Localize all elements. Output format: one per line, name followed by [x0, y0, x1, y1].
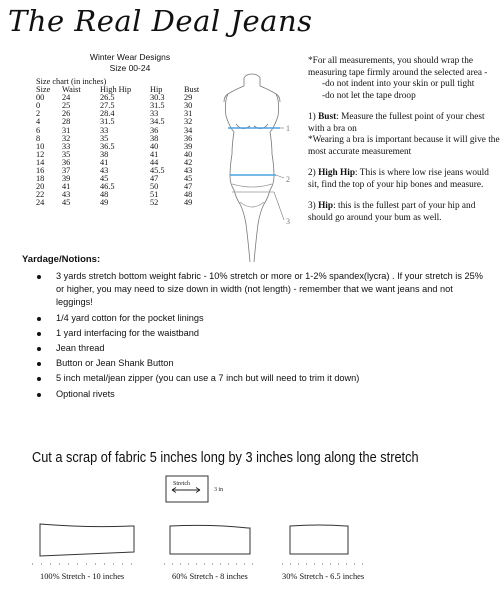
stretch-100-label: 100% Stretch - 10 inches	[40, 572, 125, 581]
table-cell: 31	[184, 109, 193, 119]
size-chart-table	[36, 86, 204, 207]
list-item: 3 yards stretch bottom weight fabric - 10% stretch or more or 1-2% spandex(lycra) . If your stretch is 25% or higher, you may need to size down in width (not length) - remember that we want jeans and not leggings!	[36, 270, 488, 310]
measure-intro: *For all measurements, you should wrap the measuring tape firmly around the selected area -	[308, 56, 488, 78]
table-cell: 52	[150, 198, 159, 208]
table-cell: 2	[36, 109, 41, 119]
table-cell: 26.5	[100, 93, 115, 103]
table-cell: 36.5	[100, 141, 115, 151]
table-cell: 39	[184, 141, 193, 151]
bust-number: 1)	[308, 112, 316, 122]
size-chart-column-header: Waist	[62, 85, 81, 95]
table-cell: 24	[62, 93, 71, 103]
table-cell: 41	[62, 182, 71, 192]
table-cell: 22	[36, 190, 45, 200]
table-cell: 30.3	[150, 93, 165, 103]
table-cell: 45	[100, 174, 109, 184]
marker-1: 1	[286, 124, 290, 133]
table-cell: 26	[62, 109, 71, 119]
table-cell: 45	[62, 198, 71, 208]
size-chart	[36, 78, 204, 208]
table-cell: 30	[184, 101, 193, 111]
table-cell: 31.5	[150, 101, 165, 111]
list-item: Button or Jean Shank Button	[36, 357, 488, 370]
list-item: 5 inch metal/jean zipper (you can use a 7 inch but will need to trim it down)	[36, 372, 488, 385]
table-cell: 43	[62, 190, 71, 200]
table-cell: 38	[150, 133, 159, 143]
stretch-100-figure	[30, 520, 140, 568]
list-item: 1/4 yard cotton for the pocket linings	[36, 312, 488, 325]
table-cell: 29	[184, 93, 193, 103]
bust-text: : Measure the fullest point of your chest with a bra on	[308, 112, 485, 134]
list-item: Optional rivets	[36, 388, 488, 401]
bust-term: Bust	[318, 112, 337, 122]
stretch-60-label: 60% Stretch - 8 inches	[172, 572, 248, 581]
table-cell: 34	[184, 125, 193, 135]
measure-intro-b: -do not let the tape droop	[322, 90, 416, 101]
list-item: Jean thread	[36, 342, 488, 355]
table-cell: 4	[36, 117, 41, 127]
table-row	[36, 199, 204, 207]
table-cell: 14	[36, 157, 45, 167]
subtitle-brand: Winter Wear Designs	[89, 52, 171, 62]
table-cell: 16	[36, 166, 45, 176]
yardage-list	[36, 270, 488, 403]
high-hip-text: : This is where low rise jeans would sit, find the top of your hip bones and measure.	[308, 168, 489, 190]
measurement-notes	[308, 56, 502, 224]
table-cell: 34.5	[150, 117, 165, 127]
table-cell: 36	[62, 157, 71, 167]
table-cell: 6	[36, 125, 41, 135]
table-cell: 40	[184, 149, 193, 159]
table-cell: 43	[184, 166, 193, 176]
high-hip-term: High Hip	[318, 168, 356, 178]
table-cell: 28	[62, 117, 71, 127]
table-cell: 48	[184, 190, 193, 200]
table-cell: 24	[36, 198, 45, 208]
table-cell: 33	[150, 109, 159, 119]
table-cell: 45	[184, 174, 193, 184]
table-cell: 00	[36, 93, 45, 103]
size-chart-column-header: Hip	[150, 85, 163, 95]
table-cell: 35	[62, 149, 71, 159]
table-cell: 40	[150, 141, 159, 151]
table-cell: 47	[184, 182, 193, 192]
scrap-height-label: 3 in	[214, 487, 224, 493]
table-cell: 27.5	[100, 101, 115, 111]
table-cell: 8	[36, 133, 41, 143]
hip-text: : this is the fullest part of your hip and should go around your bum as well.	[308, 201, 476, 223]
table-cell: 37	[62, 166, 71, 176]
table-cell: 43	[100, 166, 109, 176]
size-chart-column-header: Size	[36, 85, 51, 95]
table-cell: 33	[100, 125, 109, 135]
table-cell: 35	[100, 133, 109, 143]
table-cell: 45.5	[150, 166, 165, 176]
table-cell: 38	[100, 149, 109, 159]
hip-term: Hip	[318, 201, 334, 211]
table-cell: 41	[150, 149, 159, 159]
table-cell: 33	[62, 141, 71, 151]
hip-number: 3)	[308, 201, 316, 211]
table-cell: 31	[62, 125, 71, 135]
table-cell: 39	[62, 174, 71, 184]
size-chart-caption: Size chart (in inches)	[36, 77, 107, 86]
table-cell: 50	[150, 182, 159, 192]
stretch-test-heading: Cut a scrap of fabric 5 inches long by 3 inches long along the stretch	[32, 450, 419, 466]
table-cell: 36	[150, 125, 159, 135]
yardage-heading: Yardage/Notions:	[22, 254, 101, 265]
page-title: The Real Deal Jeans	[8, 4, 313, 38]
bust-instruction	[308, 112, 502, 135]
size-chart-column-header: High Hip	[100, 85, 132, 95]
table-cell: 10	[36, 141, 45, 151]
table-cell: 48	[100, 190, 109, 200]
table-cell: 49	[184, 198, 193, 208]
table-cell: 25	[62, 101, 71, 111]
stretch-60-figure	[162, 520, 258, 568]
table-cell: 41	[100, 157, 109, 167]
table-cell: 49	[100, 198, 109, 208]
marker-3: 3	[286, 217, 290, 226]
table-cell: 0	[36, 101, 41, 111]
high-hip-number: 2)	[308, 168, 316, 178]
table-cell: 20	[36, 182, 45, 192]
measure-intro-a: -do not indent into your skin or pull tight	[322, 79, 475, 89]
size-chart-column-header: Bust	[184, 85, 200, 95]
stretch-30-figure	[280, 520, 370, 568]
fabric-scrap	[166, 476, 208, 502]
bust-note: *Wearing a bra is important because it will give the most accurate measurement	[308, 135, 500, 157]
table-cell: 44	[150, 157, 159, 167]
table-cell: 36	[184, 133, 193, 143]
scrap-stretch-label: Stretch	[173, 481, 190, 487]
table-cell: 31.5	[100, 117, 115, 127]
list-item: 1 yard interfacing for the waistband	[36, 327, 488, 340]
hip-instruction	[308, 201, 502, 224]
marker-2: 2	[286, 175, 290, 184]
table-cell: 18	[36, 174, 45, 184]
table-cell: 46.5	[100, 182, 115, 192]
table-cell: 32	[62, 133, 71, 143]
table-cell: 28.4	[100, 109, 115, 119]
fabric-scrap-figure	[164, 474, 244, 508]
stretch-30-label: 30% Stretch - 6.5 inches	[282, 572, 365, 581]
table-cell: 12	[36, 149, 45, 159]
table-cell: 32	[184, 117, 193, 127]
high-hip-instruction	[308, 168, 502, 191]
table-cell: 51	[150, 190, 159, 200]
subtitle-sizes: Size 00-24	[109, 63, 151, 73]
body-figure	[200, 72, 304, 268]
table-cell: 47	[150, 174, 159, 184]
table-cell: 42	[184, 157, 193, 167]
